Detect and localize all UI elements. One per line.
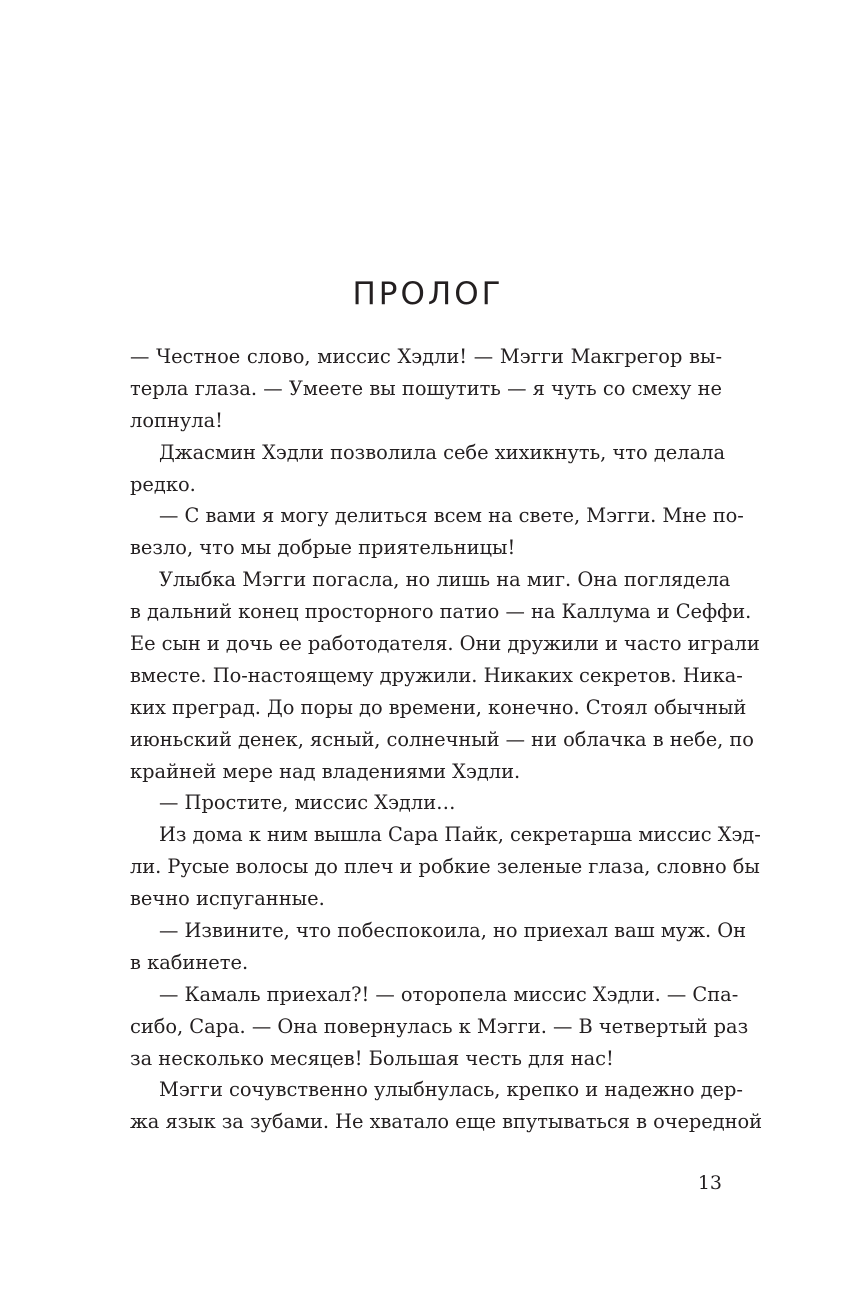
body-text — [130, 341, 763, 1138]
page-number: 13 — [697, 1172, 722, 1194]
text-line: Джасмин Хэдли позволила себе хихикнуть, что делала — [159, 440, 725, 464]
text-line: Улыбка Мэгги погасла, но лишь на миг. Она поглядела — [159, 568, 731, 592]
text-line: за несколько месяцев! Большая честь для нас! — [130, 1046, 614, 1070]
text-line: в кабинете. — [130, 950, 249, 974]
text-line: везло, что мы добрые приятельницы! — [130, 536, 516, 560]
text-line: ких преград. До поры до времени, конечно. Стоял обычный — [130, 695, 747, 719]
text-line: июньский денек, ясный, солнечный — ни облачка в небе, по — [130, 727, 754, 751]
text-line: Ее сын и дочь ее работодателя. Они дружили и часто играли — [130, 632, 760, 656]
text-line: — Извините, что побеспокоила, но приехал ваш муж. Он — [159, 919, 747, 943]
text-line: — Простите, миссис Хэдли… — [159, 791, 456, 815]
text-line: лопнула! — [130, 408, 223, 432]
text-line: вместе. По-настоящему дружили. Никаких секретов. Ника- — [130, 663, 743, 687]
text-line: ли. Русые волосы до плеч и робкие зеленые глаза, словно бы — [130, 855, 760, 879]
text-line: Мэгги сочувственно улыбнулась, крепко и надежно дер- — [159, 1078, 743, 1102]
text-line: сибо, Сара. — Она повернулась к Мэгги. — В четвертый раз — [130, 1014, 749, 1038]
text-line: — Камаль приехал?! — оторопела миссис Хэдли. — Спа- — [159, 982, 739, 1006]
chapter-title: ПРОЛОГ — [352, 276, 504, 312]
text-line: — С вами я могу делиться всем на свете, Мэгги. Мне по- — [159, 504, 744, 528]
text-line: редко. — [130, 472, 196, 496]
text-line: Из дома к ним вышла Сара Пайк, секретарша миссис Хэд- — [159, 823, 761, 847]
text-line: терла глаза. — Умеете вы пошутить — я чуть со смеху не — [130, 376, 722, 400]
text-line: жа язык за зубами. Не хватало еще впутываться в очередной — [130, 1110, 763, 1134]
text-line: крайней мере над владениями Хэдли. — [130, 759, 521, 783]
text-line: вечно испуганные. — [130, 887, 325, 911]
text-line: — Честное слово, миссис Хэдли! — Мэгги Макгрегор вы- — [130, 345, 722, 368]
text-line: в дальний конец просторного патио — на Каллума и Сеффи. — [130, 600, 752, 624]
